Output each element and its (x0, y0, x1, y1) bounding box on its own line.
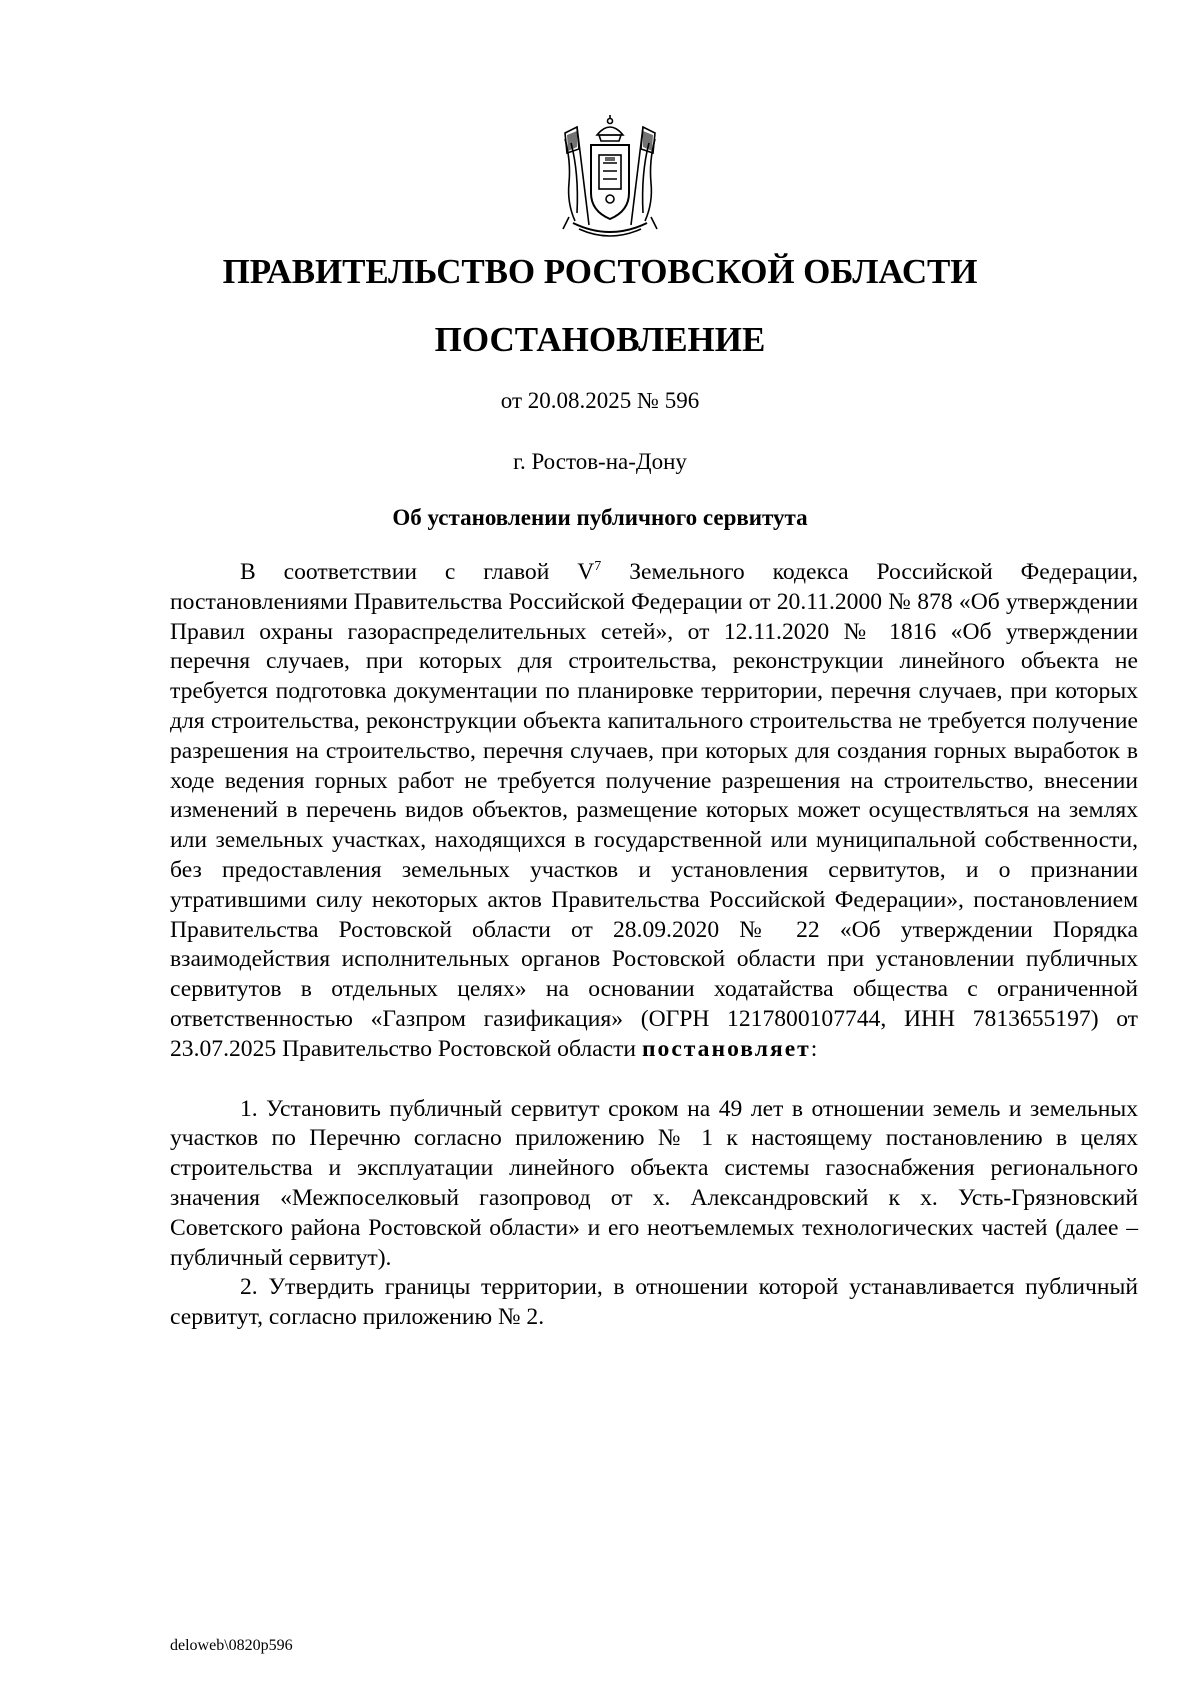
document-date-number: от 20.08.2025 № 596 (500, 388, 700, 413)
organization-title: ПРАВИТЕЛЬСТВО РОСТОВСКОЙ ОБЛАСТИ (222, 252, 978, 291)
document-city: г. Ростов-на-Дону (513, 449, 687, 474)
file-reference: deloweb\0820p596 (170, 1637, 293, 1654)
preamble-colon: : (810, 1035, 818, 1062)
decree-word: постановляет (641, 1035, 811, 1062)
chapter-superscript: 7 (594, 559, 602, 575)
document-type: ПОСТАНОВЛЕНИЕ (434, 320, 766, 359)
document-subject: Об установлении публичного сервитута (392, 505, 808, 530)
rostov-oblast-coat-of-arms-icon (559, 113, 661, 241)
preamble-paragraph (170, 558, 1138, 1065)
clause-1: 1. Установить публичный сервитут сроком на 49 лет в отношении земель и земельных участков по Перечню согласно приложению № 1 к настоящему постановлению в целях строительства и эксплуатации линейного объекта системы газоснабжения регионального значения «Межпоселковый газопровод от х. Александровский к х. Усть-Грязновский Советского района Ростовской области» и его неотъемлемых технологических частей (далее – публичный сервитут). (170, 1095, 1138, 1271)
preamble-text-main: Земельного кодекса Российской Федерации, постановлениями Правительства Российской Федерации от 20.11.2000 № 878 «Об утверждении Правил охраны газораспределительных сетей», от 12.11.2020 № 1816 «Об утверждении перечня случаев, при которых для строительства, реконструкции линейного объекта не требуется подготовка документации по планировке территории, перечня случаев, при которых для строительства, реконструкции объекта капитального строительства не требуется получение разрешения на строительство, перечня случаев, при которых для создания горных выработок в ходе ведения горных работ не требуется получение разрешения на строительство, внесении изменений в перечень видов объектов, размещение которых может осуществляться на землях или земельных участках, находящихся в государственной или муниципальной собственности, без предоставления земельных участков и установления сервитутов, и о признании утратившими силу некоторых актов Правительства Российской Федерации», постановлением Правительства Ростовской области от 28.09.2020 № 22 «Об утверждении Порядка взаимодействия исполнительных органов Ростовской области при установлении публичных сервитутов в отдельных целях» на основании ходатайства общества с ограниченной ответственностью «Газпром газификация» (ОГРН 1217800107744, ИНН 7813655197) от 23.07.2025 Правительство Ростовской области (170, 559, 1138, 1062)
document-body (170, 558, 1138, 1333)
clause-2: 2. Утвердить границы территории, в отношении которой устанавливается публичный сервитут, согласно приложению № 2. (170, 1274, 1138, 1331)
preamble-text-start: В соответствии с главой V (240, 559, 595, 585)
